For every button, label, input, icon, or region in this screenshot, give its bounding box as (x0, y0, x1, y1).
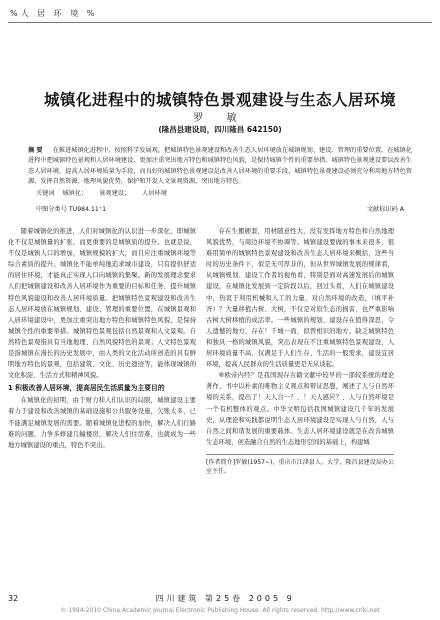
header-rule (8, 22, 432, 23)
section-header: %人 居 环 境 % (10, 9, 98, 18)
keywords (36, 188, 177, 197)
abstract-label: 摘 要 (28, 147, 43, 154)
page-footer (8, 593, 432, 604)
abstract (28, 146, 412, 187)
body-paragraph: 在城镇化的初期，由于财力和人们认识的局限，城镇建设主要着力于建设和改善城镇的基础设施和公共服务设施，欠账太多，已不能满足城镇发展的需要。随着城镇化进程的加快，解决人们行路难的问题，力争多修建几幢楼房，解决人们住房难，也就成为一些地方城镇建设的重点，特色不突出。 (8, 397, 196, 449)
keyword: 人居环境 (142, 190, 167, 197)
body-paragraph: 存在生搬硬套，用材随意性大，没有发挥地方特色和自然地理风貌优势，与周边环境不协调等。城镇建设要做的事本来很多，很难用简单的城镇特色景观建设和改善生态人居环境来概括，这些当时的历史条件下，似是无可厚非的，但从世界城镇发展的规律看，从城镇规划、建设工作者的视角看，特别是面对高速发展后的城镇建设，在城镇化发展到一定阶段以后，回过头看，人们在城镇建设中，热衷于利用机械和人工的力量，对自然环境的改造，（填平补齐）？大量移植古树、大树，不仅是对原生态的损害，也严重影响古树大树移植的成活率。一些城镇的规划、建设存在值得深思，令人遗憾的地方，存在！千城一面，似曾相识的地方。缺乏城镇特色和独具一格的城镇风貌，突出表现在不注重城镇特色景观建设，人居环境质量不高，仅满足于人们生存、生活的一般需求，建设宜居环境，提高人民群众的生活质量更是无从谈起。 (206, 228, 394, 369)
body-column-right (206, 226, 394, 476)
journal-info: 四川建筑 第25卷 2005 9 (155, 594, 295, 603)
document-code: 文献标识码 A (366, 206, 404, 213)
section-heading: 1 积极改善人居环境，提高居民生活质量为主要目的 (8, 384, 165, 393)
body-column-left (8, 226, 196, 451)
author-note: [作者简介]罗敏(1957~)，重庆市江津县人，大学，隆昌县建设局办公室主任。 (206, 454, 394, 476)
body-paragraph: 随着城镇化的推进，人们对城镇化的认识进一步深化，即城镇化不仅是城镇量的扩张，而更重要的是城镇质的提升。也就是说，不仅是城镇人口的增加，城镇规模的扩大，而且应注重城镇环境等综合素质的提升。城镇化不能单纯地追求城市建设，只有提供舒适的居住环境，才能真正实现人口向城镇的集聚。新的发展理念要求人们把城镇建设和改善人居环境作为重要的目标和任务，提升城镇特色风貌建设和改善人居环境质量。把城镇特色景观建设和改善生态人居环境放在城镇规划、建设、管理的重要位置，在城镇景观和人居环境建设中，更加注重突出地方特色和城镇特色风貌，是保持城镇个性的重要举措。城镇特色景观包括自然景观和人文景观。自然特色景观指具有当地地理、自然风貌特色的景观；人文特色景观是指城镇在漫长的历史发展中，由人类的文化活动所创造的具有鲜明地方特色的景观，包括建筑、文化、历史遗迹等，能体现城镇的文化积淀、生活方式和精神风貌。 (8, 228, 196, 380)
article-title: 城镇化进程中的城镇特色景观建设与生态人居环境 (43, 91, 396, 110)
copyright-line: © 1994-2010 China Academic Journal Electronic Publishing House. All rights reserved. http://www.cnki.net (60, 607, 380, 614)
clc-number: 中图分类号 TU984.11⁺1 (36, 206, 107, 213)
keyword: 城镇化； (62, 190, 88, 197)
page-number: 32 (8, 594, 19, 603)
abstract-text: 在推进城镇化进程中，按照科学发展观，把城镇特色景观建设和改善生态人居环境放在城镇规划、建设、管理的重要位置，在城镇化进程中把城镇特色景观和人居环境建设，更加注重突出地方特色和城镇特色风貌，是保持城镇个性的重要举措。城镇特色景观建设要以改善生态人居环境，提高人居环境质量为手段，而良好的城镇特色景观建设是改善人居环境的重要手段，城镇特色景观建设必须充分利用地方特色资源，发挥自然资源、地理风貌优势，保护和开发人文景观资源，突出地方特色。 (28, 147, 412, 185)
keywords-label: 关键词 (36, 190, 55, 197)
author-name: 罗 敏 (193, 113, 247, 124)
keyword: 景观建设； (99, 190, 131, 197)
body-paragraph: ⑥欧帝内经？是我国现存古籍文献中较早的一部较系统的理论著作，书中以朴素的唯物主义观点和辩证思想，阐述了人与自然环境的关系，提出了！天人合一？、！天人感应？、人与自然环境是一个有机整体的观点。中华文明包括我国城镇建设几千年的发展史，从理论和实践都说明生态人居环境建设是实现人与自然，人与自然之间和谐发展的重要载体。生态人居环境建设就是在改善城镇生态环境，创造融合自然的生态地形空间的基础上，构建城 (206, 372, 394, 446)
classification-line (36, 204, 404, 213)
author-affiliation: (隆昌县建设局，四川隆昌 642150) (158, 125, 282, 134)
